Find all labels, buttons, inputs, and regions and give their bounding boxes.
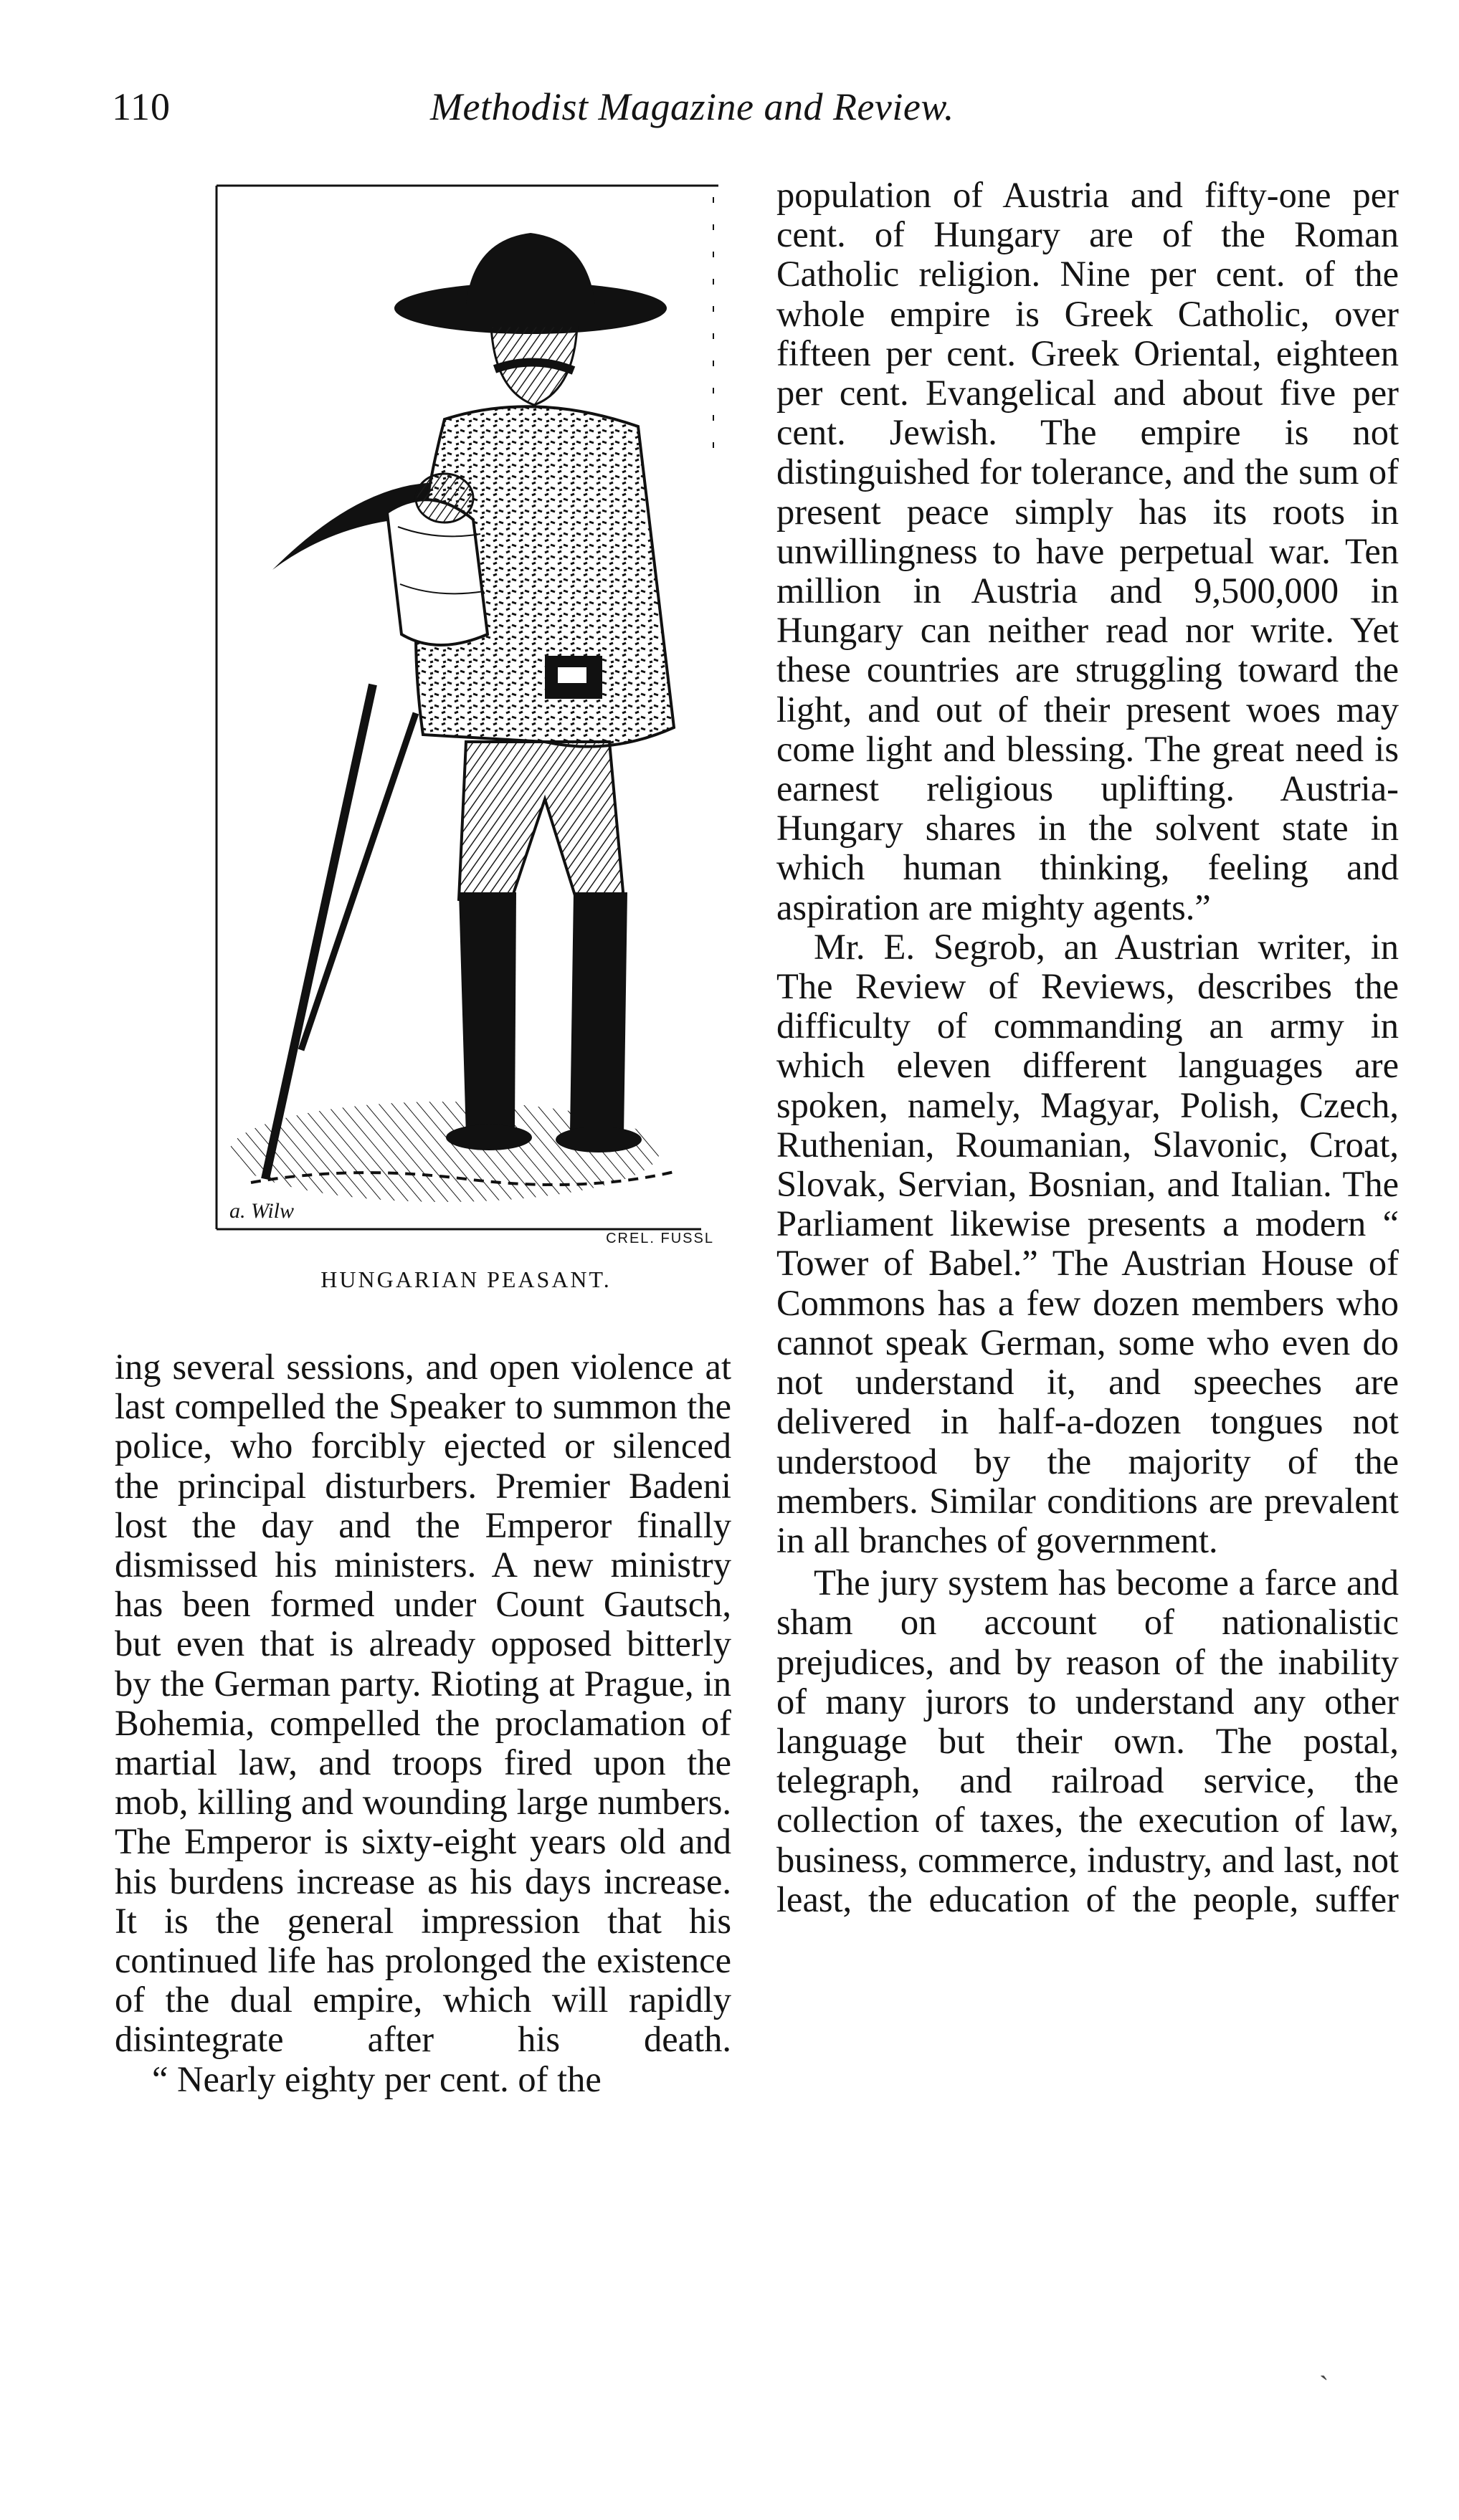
artist-signature: a. Wilw [229,1199,295,1223]
page-header [0,85,1459,142]
right-column [776,176,1399,1919]
paragraph: “ Nearly eighty per cent. of the [152,2058,602,2099]
figure-caption: HUNGARIAN PEASANT. [320,1266,612,1292]
left-column [115,1347,731,2099]
printer-mark: ˎ [1319,2348,1329,2380]
engraver-credit: CREL. FUSSL [606,1231,714,1246]
page-number: 110 [112,85,171,128]
paragraph: The jury system has become a farce and sham on account of nationalistic prejudices, and by reason of the inability of many jurors to understand any other language but their own. The postal, telegraph, and railroad service, the collection of taxes, the execution of law, business, commerce, industry, and last, not least, the education of the people, suffer [776,1562,1399,1919]
paragraph: Mr. E. Segrob, an Austrian writer, in The Review of Reviews, describes the difficulty of commanding an army in which eleven different languages are spoken, namely, Magyar, Polish, Czech, Ruthenian, Roumanian, Slavonic, Croat, Slovak, Servian, Bosnian, and Italian. The Parliament likewise presents a modern “ Tower of Babel.” The Austrian House of Commons has a few dozen members who cannot speak German, some who even do not understand it, and speeches are delivered in half-a-dozen tongues not understood by the majority of the members. Similar conditions are prevalent in all branches of government. [776,926,1399,1560]
paragraph: ing several sessions, and open violence at last compelled the Speaker to summon the police, who forcibly ejected or silenced the principal disturbers. Premier Badeni lost the day and the Emperor finally dismissed his ministers. A new ministry has been formed under Count Gautsch, but even that is already opposed bitterly by the German party. Rioting at Prague, in Bohemia, compelled the proclamation of martial law, and troops fired upon the mob, killing and wounding large numbers. The Emperor is sixty-eight years old and his burdens increase as his days increase. It is the general impression that his continued life has prolonged the existence of the dual empire, which will rapidly disintegrate after his death. [115,1347,731,2060]
peasant-with-scythe-engraving [208,183,724,1244]
illustration-figure [208,183,724,1292]
paragraph: population of Austria and fifty-one per cent. of Hungary are of the Roman Catholic religion. Nine per cent. of the whole empire is Greek Catholic, over fifteen per cent. Greek Oriental, eighteen per cent. Evangelical and about five per cent. Jewish. The empire is not distinguished for tolerance, and the sum of present peace simply has its roots in unwillingness to have perpetual war. Ten million in Austria and 9,500,000 in Hungary can neither read nor write. Yet these countries are struggling toward the light, and out of their present woes may come light and blessing. The great need is earnest religious uplifting. Austria-Hungary shares in the solvent state in which human thinking, feeling and aspiration are mighty agents.” [776,175,1399,927]
running-title: Methodist Magazine and Review. [430,85,954,128]
